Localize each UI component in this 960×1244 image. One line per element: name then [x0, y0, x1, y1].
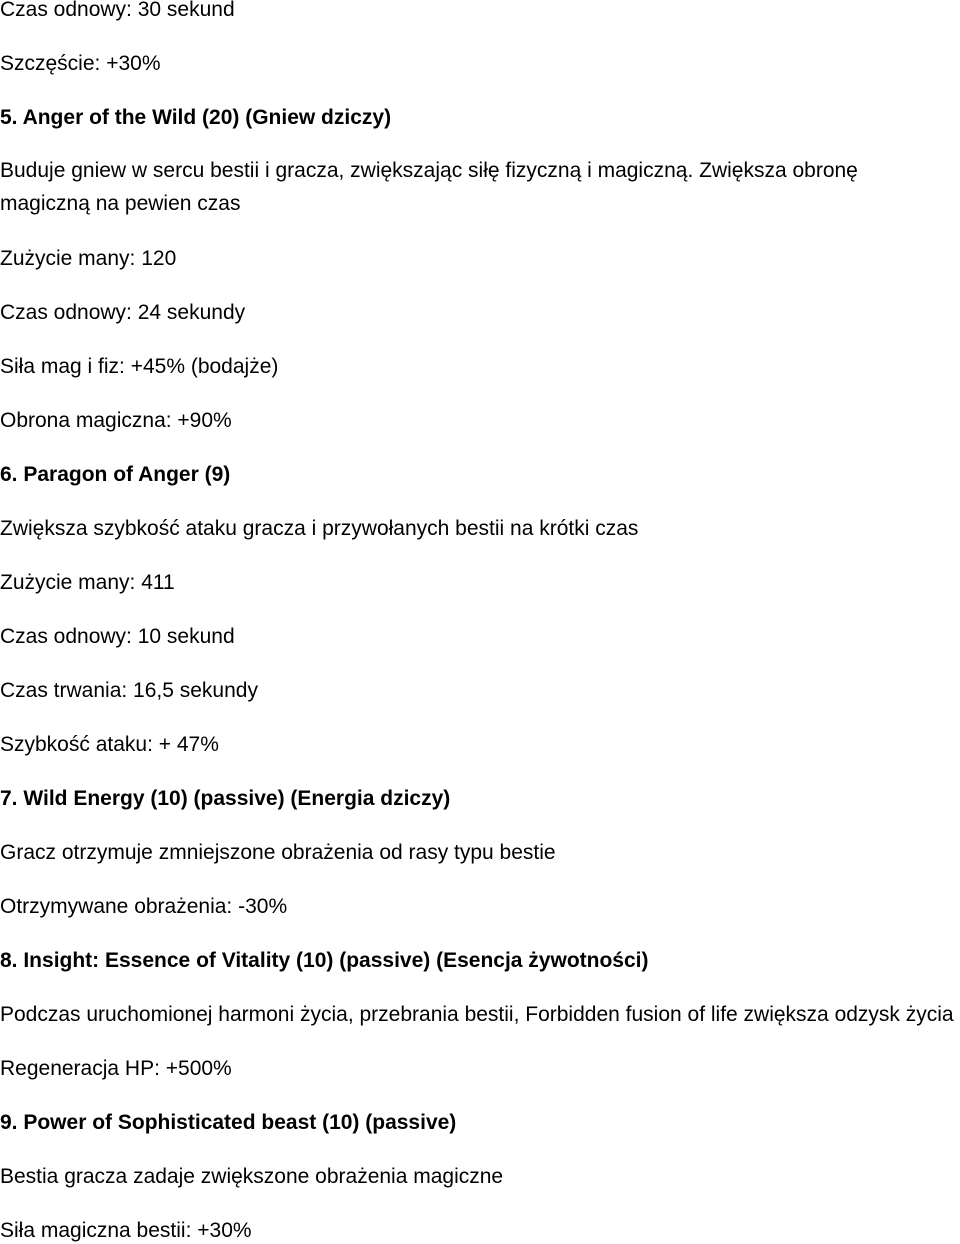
cooldown-line: Czas odnowy: 30 sekund: [0, 0, 235, 21]
luck-line: Szczęście: +30%: [0, 52, 161, 75]
skill-heading-wild-energy: 7. Wild Energy (10) (passive) (Energia dziczy): [0, 787, 451, 810]
damage-taken-line: Otrzymywane obrażenia: -30%: [0, 895, 288, 918]
cooldown-line: Czas odnowy: 10 sekund: [0, 625, 235, 648]
skill-heading-anger-of-the-wild: 5. Anger of the Wild (20) (Gniew dziczy): [0, 106, 392, 129]
beast-magic-power-line: Siła magiczna bestii: +30%: [0, 1219, 252, 1242]
skill-heading-paragon-of-anger: 6. Paragon of Anger (9): [0, 463, 231, 486]
attack-speed-line: Szybkość ataku: + 47%: [0, 733, 219, 756]
skill-description-insight-essence-of-vitality: Podczas uruchomionej harmoni życia, przebrania bestii, Forbidden fusion of life zwiększa odzysk życia: [0, 1003, 954, 1026]
cooldown-line: Czas odnowy: 24 sekundy: [0, 301, 246, 324]
mana-cost-line: Zużycie many: 411: [0, 571, 175, 594]
skill-heading-insight-essence-of-vitality: 8. Insight: Essence of Vitality (10) (passive) (Esencja żywotności): [0, 949, 649, 972]
duration-line: Czas trwania: 16,5 sekundy: [0, 679, 258, 702]
magic-defense-line: Obrona magiczna: +90%: [0, 409, 232, 432]
skill-description-anger-of-the-wild: Buduje gniew w sercu bestii i gracza, zwiększając siłę fizyczną i magiczną. Zwiększa obronę magiczną na pewien czas: [0, 159, 858, 215]
skill-description-wild-energy: Gracz otrzymuje zmniejszone obrażenia od rasy typu bestie: [0, 841, 556, 864]
skill-description-paragon-of-anger: Zwiększa szybkość ataku gracza i przywołanych bestii na krótki czas: [0, 517, 639, 540]
skill-description-power-of-sophisticated-beast: Bestia gracza zadaje zwiększone obrażenia magiczne: [0, 1165, 504, 1188]
hp-regeneration-line: Regeneracja HP: +500%: [0, 1057, 232, 1080]
power-line: Siła mag i fiz: +45% (bodajże): [0, 355, 279, 378]
mana-cost-line: Zużycie many: 120: [0, 247, 177, 270]
skill-heading-power-of-sophisticated-beast: 9. Power of Sophisticated beast (10) (passive): [0, 1111, 457, 1134]
